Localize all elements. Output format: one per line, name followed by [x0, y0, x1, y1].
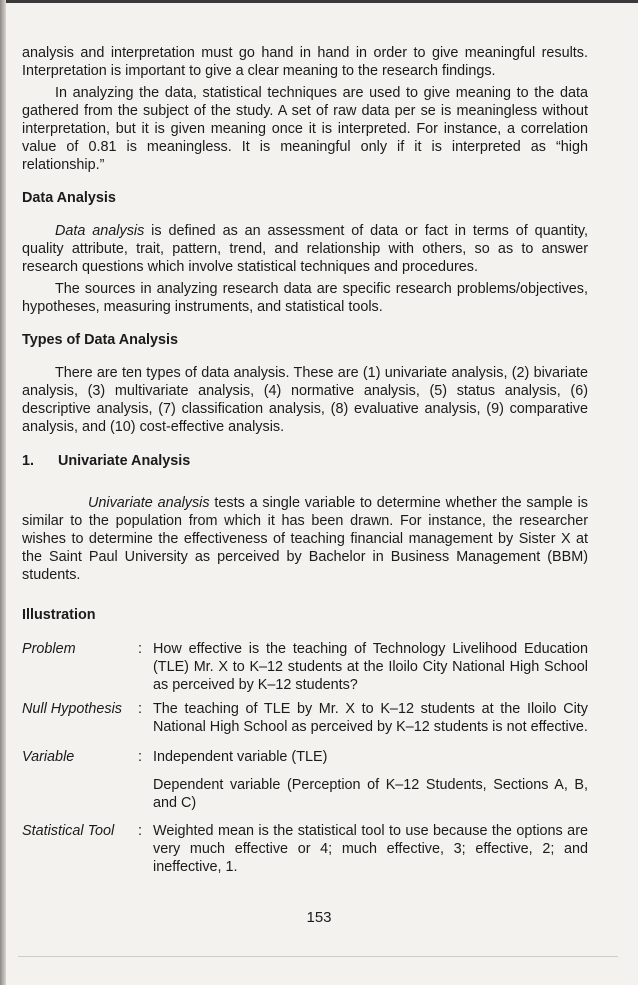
page-bottom-rule [18, 956, 618, 957]
illustration-text: How effective is the teaching of Technology Livelihood Education (TLE) Mr. X to K–12 students at the Iloilo City National High School as perceived by K–12 students? [153, 641, 588, 693]
illustration-text: Dependent variable (Perception of K–12 Students, Sections A, B, and C) [153, 777, 588, 811]
illustration-colon: : [138, 641, 142, 657]
section-1-heading [22, 452, 588, 470]
data-analysis-heading: Data Analysis [22, 190, 116, 206]
illustration-row-null-hypothesis [22, 700, 588, 736]
types-paragraph: There are ten types of data analysis. These are (1) univariate analysis, (2) bivariate analysis, (3) multivariate analysis, (4) normative analysis, (5) status analysis, (6) descriptive analysis, (7) classification analysis, (8) evaluative analysis, (9) comparative analysis, and (10) cost-effective analysis. [22, 365, 588, 435]
illustration-label: Variable [22, 749, 75, 765]
illustration-row-problem [22, 640, 588, 694]
page-top-edge [0, 0, 638, 3]
illustration-text: Weighted mean is the statistical tool to use because the options are very much effective or 4; much effective, 3; effective, 2; and ineffective, 1. [153, 823, 588, 875]
data-analysis-paragraph-1 [22, 222, 588, 276]
types-heading: Types of Data Analysis [22, 332, 178, 348]
page-body [22, 44, 588, 876]
illustration-colon: : [138, 749, 142, 765]
data-analysis-paragraph-2: The sources in analyzing research data are specific research problems/objectives, hypotheses, measuring instruments, and statistical tools. [22, 281, 588, 315]
illustration-row-statistical-tool [22, 822, 588, 876]
univariate-term: Univariate analysis [88, 495, 210, 511]
illustration-colon: : [138, 823, 142, 839]
univariate-paragraph [22, 494, 588, 584]
intro-paragraph-1: analysis and interpretation must go hand in hand in order to give meaningful results. Interpretation is important to give a clear meaning to the research findings. [22, 45, 588, 79]
illustration-label [22, 776, 138, 812]
illustration-row-dependent-variable [22, 776, 588, 812]
illustration-label: Null Hypothesis [22, 701, 122, 717]
illustration-text: Independent variable (TLE) [153, 749, 328, 765]
data-analysis-term: Data analysis [55, 223, 145, 239]
illustration-colon [138, 776, 153, 812]
illustration-colon: : [138, 701, 142, 717]
data-analysis-definition: is defined as an assessment of data or fact in terms of quantity, quality attribute, trait, pattern, trend, and relationship with others, so as to answer research questions which involve statistical techniques and procedures. [22, 223, 588, 275]
intro-paragraph-2: In analyzing the data, statistical techniques are used to give meaning to the data gathered from the subject of the study. A set of raw data per se is meaningless without interpretation, but it is given meaning once it is interpreted. For instance, a correlation value of 0.81 is meaningless. It is meaningful only if it is interpreted as “high relationship.” [22, 85, 588, 173]
illustration-heading: Illustration [22, 607, 96, 623]
page-number: 153 [306, 909, 332, 926]
illustration-row-variable [22, 748, 588, 766]
univariate-definition: tests a single variable to determine whether the sample is similar to the population from which it has been drawn. For instance, the researcher wishes to determine the effectiveness of teaching financial management by Sister X at the Saint Paul University as perceived by Bachelor in Business Management (BBM) students. [22, 495, 588, 583]
section-title: Univariate Analysis [58, 453, 191, 469]
book-spine-shadow [0, 0, 6, 985]
illustration-label: Statistical Tool [22, 823, 115, 839]
section-number: 1. [22, 453, 35, 469]
illustration-label: Problem [22, 641, 76, 657]
illustration-text: The teaching of TLE by Mr. X to K–12 students at the Iloilo City National High School as perceived by K–12 students is not effective. [153, 701, 588, 735]
